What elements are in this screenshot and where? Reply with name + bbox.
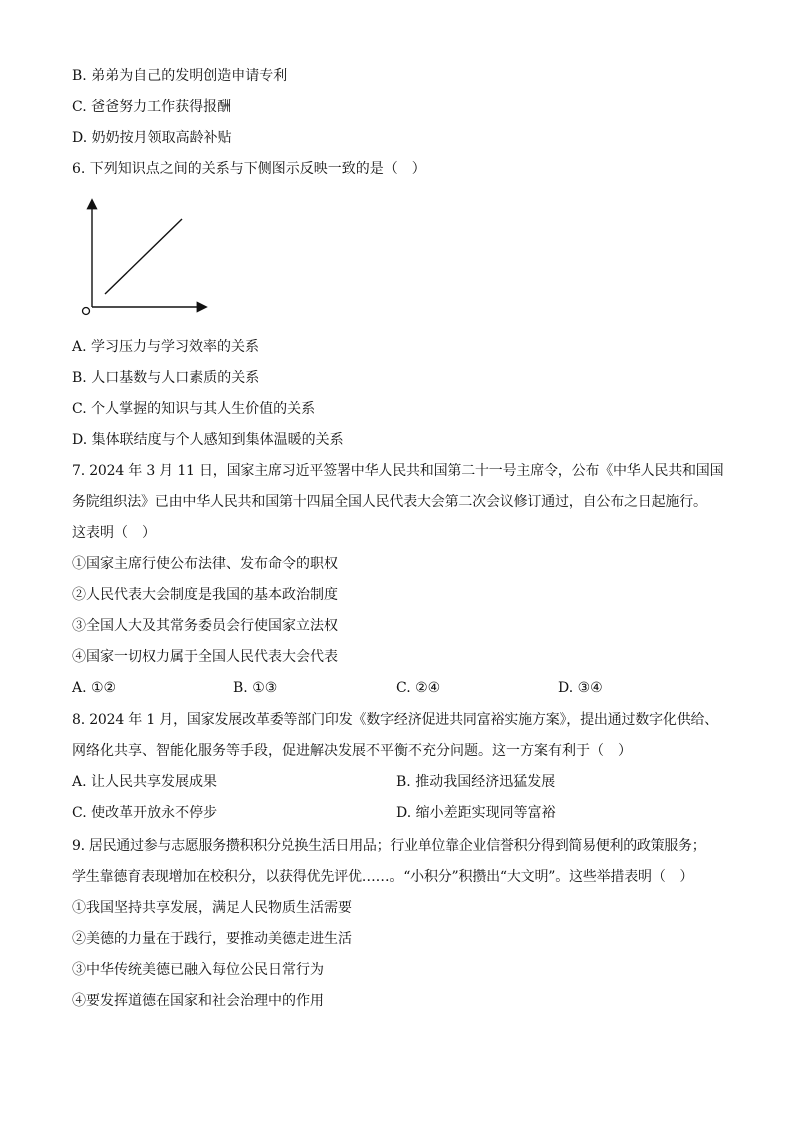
q9-statement-1: ①我国坚持共享发展，满足人民物质生活需要 — [72, 900, 352, 916]
q5-option-d: D. 奶奶按月领取高龄补贴 — [72, 130, 232, 146]
q7-option-d: D. ③④ — [558, 680, 603, 696]
q8-stem-line2: 网络化共享、智能化服务等手段，促进解决发展不平衡不充分问题。这一方案有利于（ ） — [72, 743, 632, 759]
q7-statement-1: ①国家主席行使公布法律、发布命令的职权 — [72, 556, 338, 572]
q5-option-c: C. 爸爸努力工作获得报酬 — [72, 99, 232, 115]
q7-option-c: C. ②④ — [396, 680, 441, 696]
q9-statement-3: ③中华传统美德已融入每位公民日常行为 — [72, 962, 324, 978]
q9-statement-2: ②美德的力量在于践行，要推动美德走进生活 — [72, 931, 352, 947]
q8-options-row2 — [72, 803, 722, 823]
q7-options — [72, 678, 722, 698]
q7-statement-2: ②人民代表大会制度是我国的基本政治制度 — [72, 587, 338, 603]
q8-option-b: B. 推动我国经济迅猛发展 — [396, 774, 556, 790]
q6-figure — [78, 195, 218, 320]
q7-stem-line1: 7. 2024 年 3 月 11 日，国家主席习近平签署中华人民共和国第二十一号主席令，公布《中华人民共和国国 — [72, 463, 724, 479]
q7-statement-4: ④国家一切权力属于全国人民代表大会代表 — [72, 649, 338, 665]
q7-stem-line2: 务院组织法》已由中华人民共和国第十四届全国人民代表大会第二次会议修订通过，自公布之日起施行。 — [72, 494, 707, 510]
q8-options-row1 — [72, 772, 722, 792]
q8-option-d: D. 缩小差距实现同等富裕 — [396, 805, 556, 821]
q7-option-a: A. ①② — [72, 680, 117, 696]
q9-stem-line1: 9. 居民通过参与志愿服务攒积积分兑换生活日用品；行业单位靠企业信誉积分得到简易便利的政策服务； — [72, 838, 706, 854]
q9-stem-line2: 学生靠德育表现增加在校积分，以获得优先评优……。“小积分”积攒出“大文明”。这些举措表明（ ） — [72, 869, 694, 885]
q7-statement-3: ③全国人大及其常务委员会行使国家立法权 — [72, 618, 338, 634]
q6-stem: 6. 下列知识点之间的关系与下侧图示反映一致的是（ ） — [72, 161, 426, 177]
q6-option-c: C. 个人掌握的知识与其人生价值的关系 — [72, 401, 316, 417]
q6-option-d: D. 集体联结度与个人感知到集体温暖的关系 — [72, 432, 344, 448]
q9-statement-4: ④要发挥道德在国家和社会治理中的作用 — [72, 993, 324, 1009]
q6-relation-line — [105, 219, 182, 294]
q8-option-a: A. 让人民共享发展成果 — [72, 774, 218, 790]
q6-option-a: A. 学习压力与学习效率的关系 — [72, 339, 260, 355]
q7-stem-line3: 这表明（ ） — [72, 525, 156, 541]
q8-stem-line1: 8. 2024 年 1 月，国家发展改革委等部门印发《数字经济促进共同富裕实施方案》，提出通过数字化供给、 — [72, 712, 719, 728]
q8-option-c: C. 使改革开放永不停步 — [72, 805, 218, 821]
q6-origin-marker — [83, 308, 90, 315]
q5-option-b: B. 弟弟为自己的发明创造申请专利 — [72, 68, 288, 84]
q7-option-b: B. ①③ — [233, 680, 278, 696]
q6-option-b: B. 人口基数与人口素质的关系 — [72, 370, 260, 386]
